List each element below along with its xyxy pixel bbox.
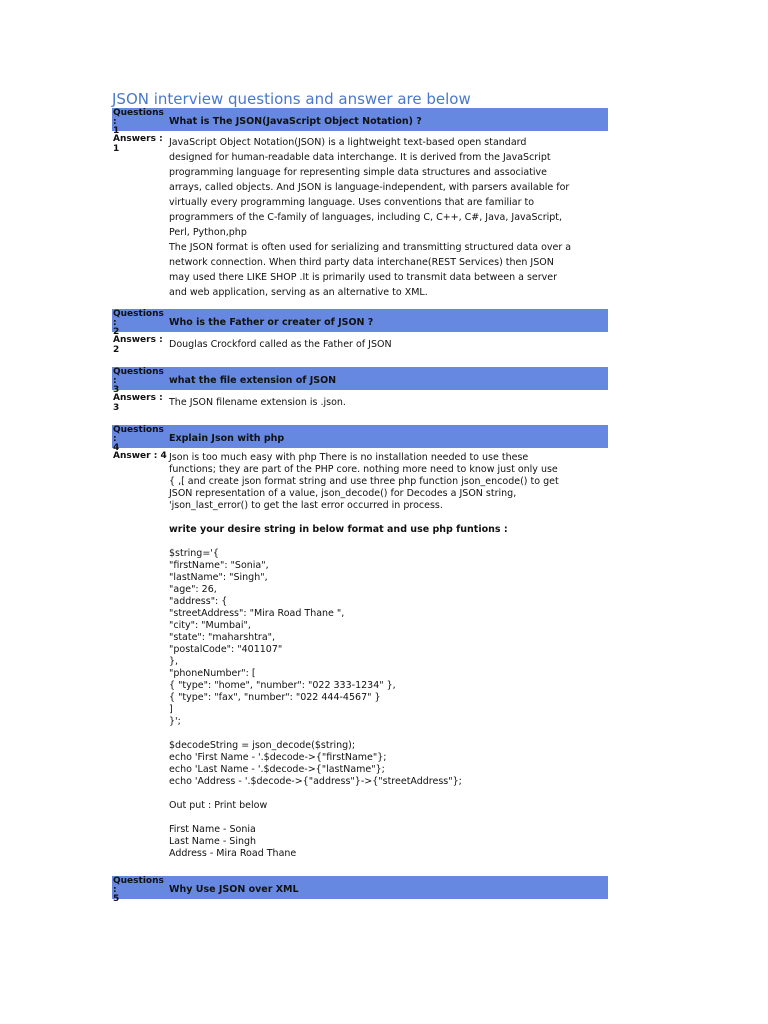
code-line: "city": "Mumbai", bbox=[169, 620, 251, 631]
output-line: Address - Mira Road Thane bbox=[169, 848, 297, 859]
code-line: }, bbox=[169, 656, 179, 667]
qa-block-5 bbox=[112, 876, 608, 904]
answer-line: functions; they are part of the PHP core. nothing more need to know just only use bbox=[169, 464, 558, 475]
answer-label: Answers : 2 bbox=[113, 335, 163, 355]
question-bar bbox=[112, 108, 608, 136]
qa-block-2 bbox=[112, 309, 608, 355]
code-line: "lastName": "Singh", bbox=[169, 572, 268, 583]
answer-line: JavaScript Object Notation(JSON) is a lightweight text-based open standard bbox=[169, 137, 527, 148]
output-line: First Name - Sonia bbox=[169, 824, 256, 835]
question-text: Who is the Father or creater of JSON ? bbox=[169, 317, 374, 328]
answer-row bbox=[112, 134, 608, 300]
code-line: "postalCode": "401107" bbox=[169, 644, 283, 655]
qa-block-1 bbox=[112, 108, 608, 300]
code-line: }'; bbox=[169, 716, 181, 727]
answer-line: { ,[ and create json format string and use three php function json_encode() to get bbox=[169, 476, 559, 487]
code-line: "age": 26, bbox=[169, 584, 217, 595]
question-text: Why Use JSON over XML bbox=[169, 884, 299, 895]
question-bar bbox=[112, 367, 608, 395]
output-line: Last Name - Singh bbox=[169, 836, 257, 847]
page-title: JSON interview questions and answer are below bbox=[112, 90, 471, 108]
answer-line: programmers of the C-family of languages, including C, C++, C#, Java, JavaScript, bbox=[169, 212, 563, 223]
question-bar bbox=[112, 425, 608, 453]
qa-block-3 bbox=[112, 367, 608, 413]
answer-label: Answer : 4 bbox=[113, 451, 167, 461]
answer-line: The JSON format is often used for serializing and transmitting structured data over a bbox=[169, 242, 572, 253]
answer-text bbox=[169, 134, 608, 300]
answer-subheading: write your desire string in below format and use php funtions : bbox=[169, 524, 508, 535]
code-line: { "type": "home", "number": "022 333-1234" }, bbox=[169, 680, 396, 691]
answer-row bbox=[112, 393, 608, 413]
question-label: Questions : 1 bbox=[113, 108, 164, 136]
answer-text bbox=[169, 393, 608, 413]
code-line: { "type": "fax", "number": "022 444-4567" } bbox=[169, 692, 381, 703]
answer-text bbox=[169, 451, 608, 860]
answer-line: Json is too much easy with php There is no installation needed to use these bbox=[169, 452, 529, 463]
question-label: Questions : 2 bbox=[113, 309, 164, 337]
answer-label: Answers : 3 bbox=[113, 393, 163, 413]
code-line: "address": { bbox=[169, 596, 228, 607]
question-label: Questions : 5 bbox=[113, 876, 164, 904]
answer-row bbox=[112, 335, 608, 355]
answer-line: 'json_last_error() to get the last error occurred in process. bbox=[169, 500, 443, 511]
question-text: What is The JSON(JavaScript Object Notation) ? bbox=[169, 116, 422, 127]
qa-block-4 bbox=[112, 425, 608, 860]
answer-label: Answers : 1 bbox=[113, 134, 163, 154]
code-line: "firstName": "Sonia", bbox=[169, 560, 269, 571]
answer-line: virtually every programming language. Uses conventions that are familiar to bbox=[169, 197, 535, 208]
answer-line: The JSON filename extension is .json. bbox=[169, 397, 346, 408]
code-line: "state": "maharshtra", bbox=[169, 632, 276, 643]
answer-line: Perl, Python,php bbox=[169, 227, 247, 238]
code-line: echo 'Address - '.$decode->{"address"}->{"streetAddress"}; bbox=[169, 776, 462, 787]
code-line: ] bbox=[169, 704, 173, 715]
answer-line: and web application, serving as an alternative to XML. bbox=[169, 287, 428, 298]
answer-line: arrays, called objects. And JSON is language-independent, with parsers available for bbox=[169, 182, 570, 193]
answer-line: may used there LIKE SHOP .It is primarily used to transmit data between a server bbox=[169, 272, 558, 283]
code-line: $string='{ bbox=[169, 548, 219, 559]
answer-text bbox=[169, 335, 608, 355]
question-label: Questions : 3 bbox=[113, 367, 164, 395]
answer-line: designed for human-readable data interchange. It is derived from the JavaScript bbox=[169, 152, 551, 163]
question-text: what the file extension of JSON bbox=[169, 375, 337, 386]
answer-line: JSON representation of a value, json_decode() for Decodes a JSON string, bbox=[169, 488, 517, 499]
question-bar bbox=[112, 876, 608, 904]
code-line: "phoneNumber": [ bbox=[169, 668, 256, 679]
question-text: Explain Json with php bbox=[169, 433, 285, 444]
code-line: $decodeString = json_decode($string); bbox=[169, 740, 356, 751]
answer-row bbox=[112, 451, 608, 860]
question-label: Questions : 4 bbox=[113, 425, 164, 453]
output-label: Out put : Print below bbox=[169, 800, 268, 811]
answer-line: programming language for representing simple data structures and associative bbox=[169, 167, 548, 178]
answer-line: network connection. When third party data interchane(REST Services) then JSON bbox=[169, 257, 554, 268]
answer-line: Douglas Crockford called as the Father of JSON bbox=[169, 339, 392, 350]
code-line: echo 'First Name - '.$decode->{"firstName"}; bbox=[169, 752, 387, 763]
code-line: echo 'Last Name - '.$decode->{"lastName"}; bbox=[169, 764, 385, 775]
code-line: "streetAddress": "Mira Road Thane ", bbox=[169, 608, 345, 619]
question-bar bbox=[112, 309, 608, 337]
